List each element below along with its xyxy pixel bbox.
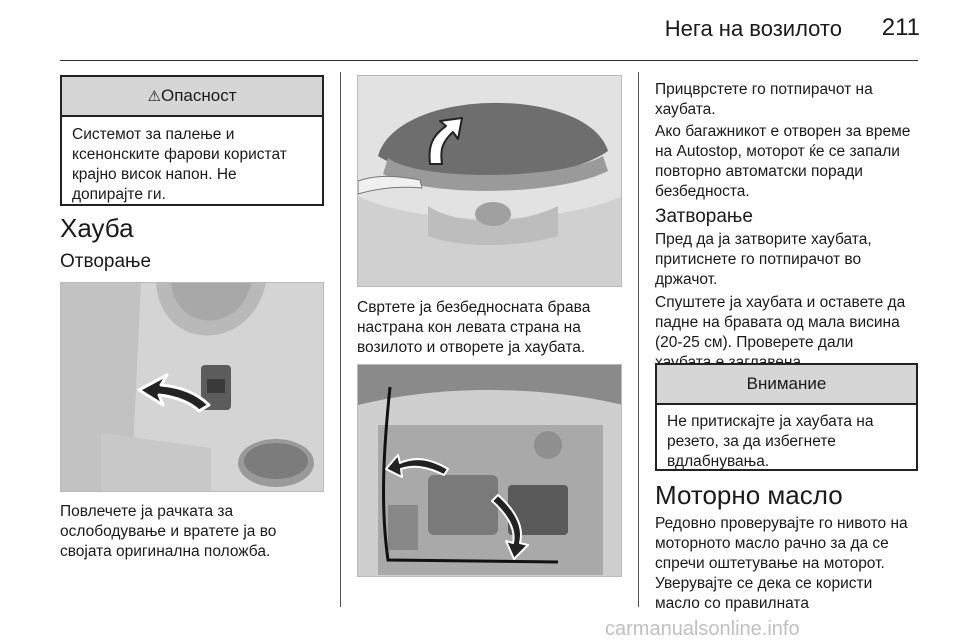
subheading-closing: Затворање: [655, 206, 753, 227]
notice-line: Не притискајте ја хаубата на: [667, 413, 874, 430]
paragraph-secure-prop: [655, 80, 925, 120]
text-line: (20-25 см). Проверете дали: [655, 334, 854, 351]
danger-box: [60, 75, 324, 206]
notice-box: [655, 363, 918, 471]
text-line: на Autostop, моторот ќе се запали: [655, 143, 900, 160]
release-handle-illustration: [61, 283, 324, 492]
caption-line: ослободување и вратете ја во: [60, 523, 277, 540]
danger-box-header: [62, 77, 322, 117]
text-line: Прицврстете го потпирачот на: [655, 81, 873, 98]
header-divider: [60, 60, 918, 61]
danger-line: крајно висок напон. Не: [72, 166, 237, 183]
text-line: Ако багажникот е отворен за време: [655, 123, 911, 140]
page-header-title: Нега на возилото: [664, 16, 842, 41]
text-line: Спуштете ја хаубата и оставете да: [655, 294, 906, 311]
hood-open-illustration: [358, 76, 622, 287]
subheading-opening: Отворање: [60, 251, 152, 272]
warning-triangle-icon: ⚠: [147, 88, 161, 105]
danger-box-title: Опасност: [160, 86, 237, 105]
danger-line: допирајте ги.: [72, 186, 166, 203]
danger-box-text: [62, 117, 322, 213]
caption-line: Повлечете ја рачката за: [60, 503, 234, 520]
section-heading-hood: Хауба: [60, 213, 134, 243]
text-line: спречи оштетување на моторот.: [655, 555, 885, 572]
column-divider-1: [340, 72, 341, 607]
caption-line: Свртете ја безбедносната брава: [357, 299, 591, 316]
release-handle-figure: [60, 282, 324, 492]
text-line: држачот.: [655, 271, 718, 288]
notice-line: резето, за да избегнете: [667, 433, 836, 450]
column-divider-2: [638, 72, 639, 607]
engine-bay-figure: [357, 364, 622, 577]
figure-caption-lock: [357, 298, 632, 358]
caption-line: својата оригинална положба.: [60, 543, 271, 560]
text-line: Пред да ја затворите хаубата,: [655, 231, 872, 248]
notice-box-text: [657, 405, 916, 480]
hood-open-figure: [357, 75, 622, 287]
text-line: падне на бравата од мала висина: [655, 314, 900, 331]
figure-caption-handle: [60, 502, 330, 562]
danger-line: ксенонските фарови користат: [72, 146, 287, 163]
notice-line: вдлабнувања.: [667, 453, 770, 470]
caption-line: настрана кон левата страна на: [357, 319, 581, 336]
text-line: безбедноста.: [655, 183, 750, 200]
text-line: Уверувајте се дека се користи: [655, 575, 873, 592]
watermark: carmanualsonline.info: [605, 618, 800, 640]
page-number: 211: [881, 14, 920, 41]
section-heading-engine-oil: Моторно масло: [655, 480, 843, 510]
caption-line: возилото и отворете ја хаубата.: [357, 339, 586, 356]
text-line: моторното масло рачно за да се: [655, 535, 889, 552]
danger-line: Системот за палење и: [72, 126, 235, 143]
engine-bay-illustration: [358, 365, 622, 577]
text-line: повторно автоматски поради: [655, 163, 863, 180]
paragraph-before-closing: [655, 230, 925, 290]
paragraph-engine-oil: [655, 514, 930, 614]
paragraph-lower-hood: [655, 293, 930, 373]
text-line: притиснете го потпирачот во: [655, 251, 862, 268]
text-line: Редовно проверувајте го нивото на: [655, 515, 908, 532]
text-line: хаубата.: [655, 101, 716, 118]
notice-box-title: Внимание: [657, 365, 916, 405]
text-line: масло со правилната: [655, 595, 809, 612]
paragraph-autostop: [655, 122, 930, 202]
